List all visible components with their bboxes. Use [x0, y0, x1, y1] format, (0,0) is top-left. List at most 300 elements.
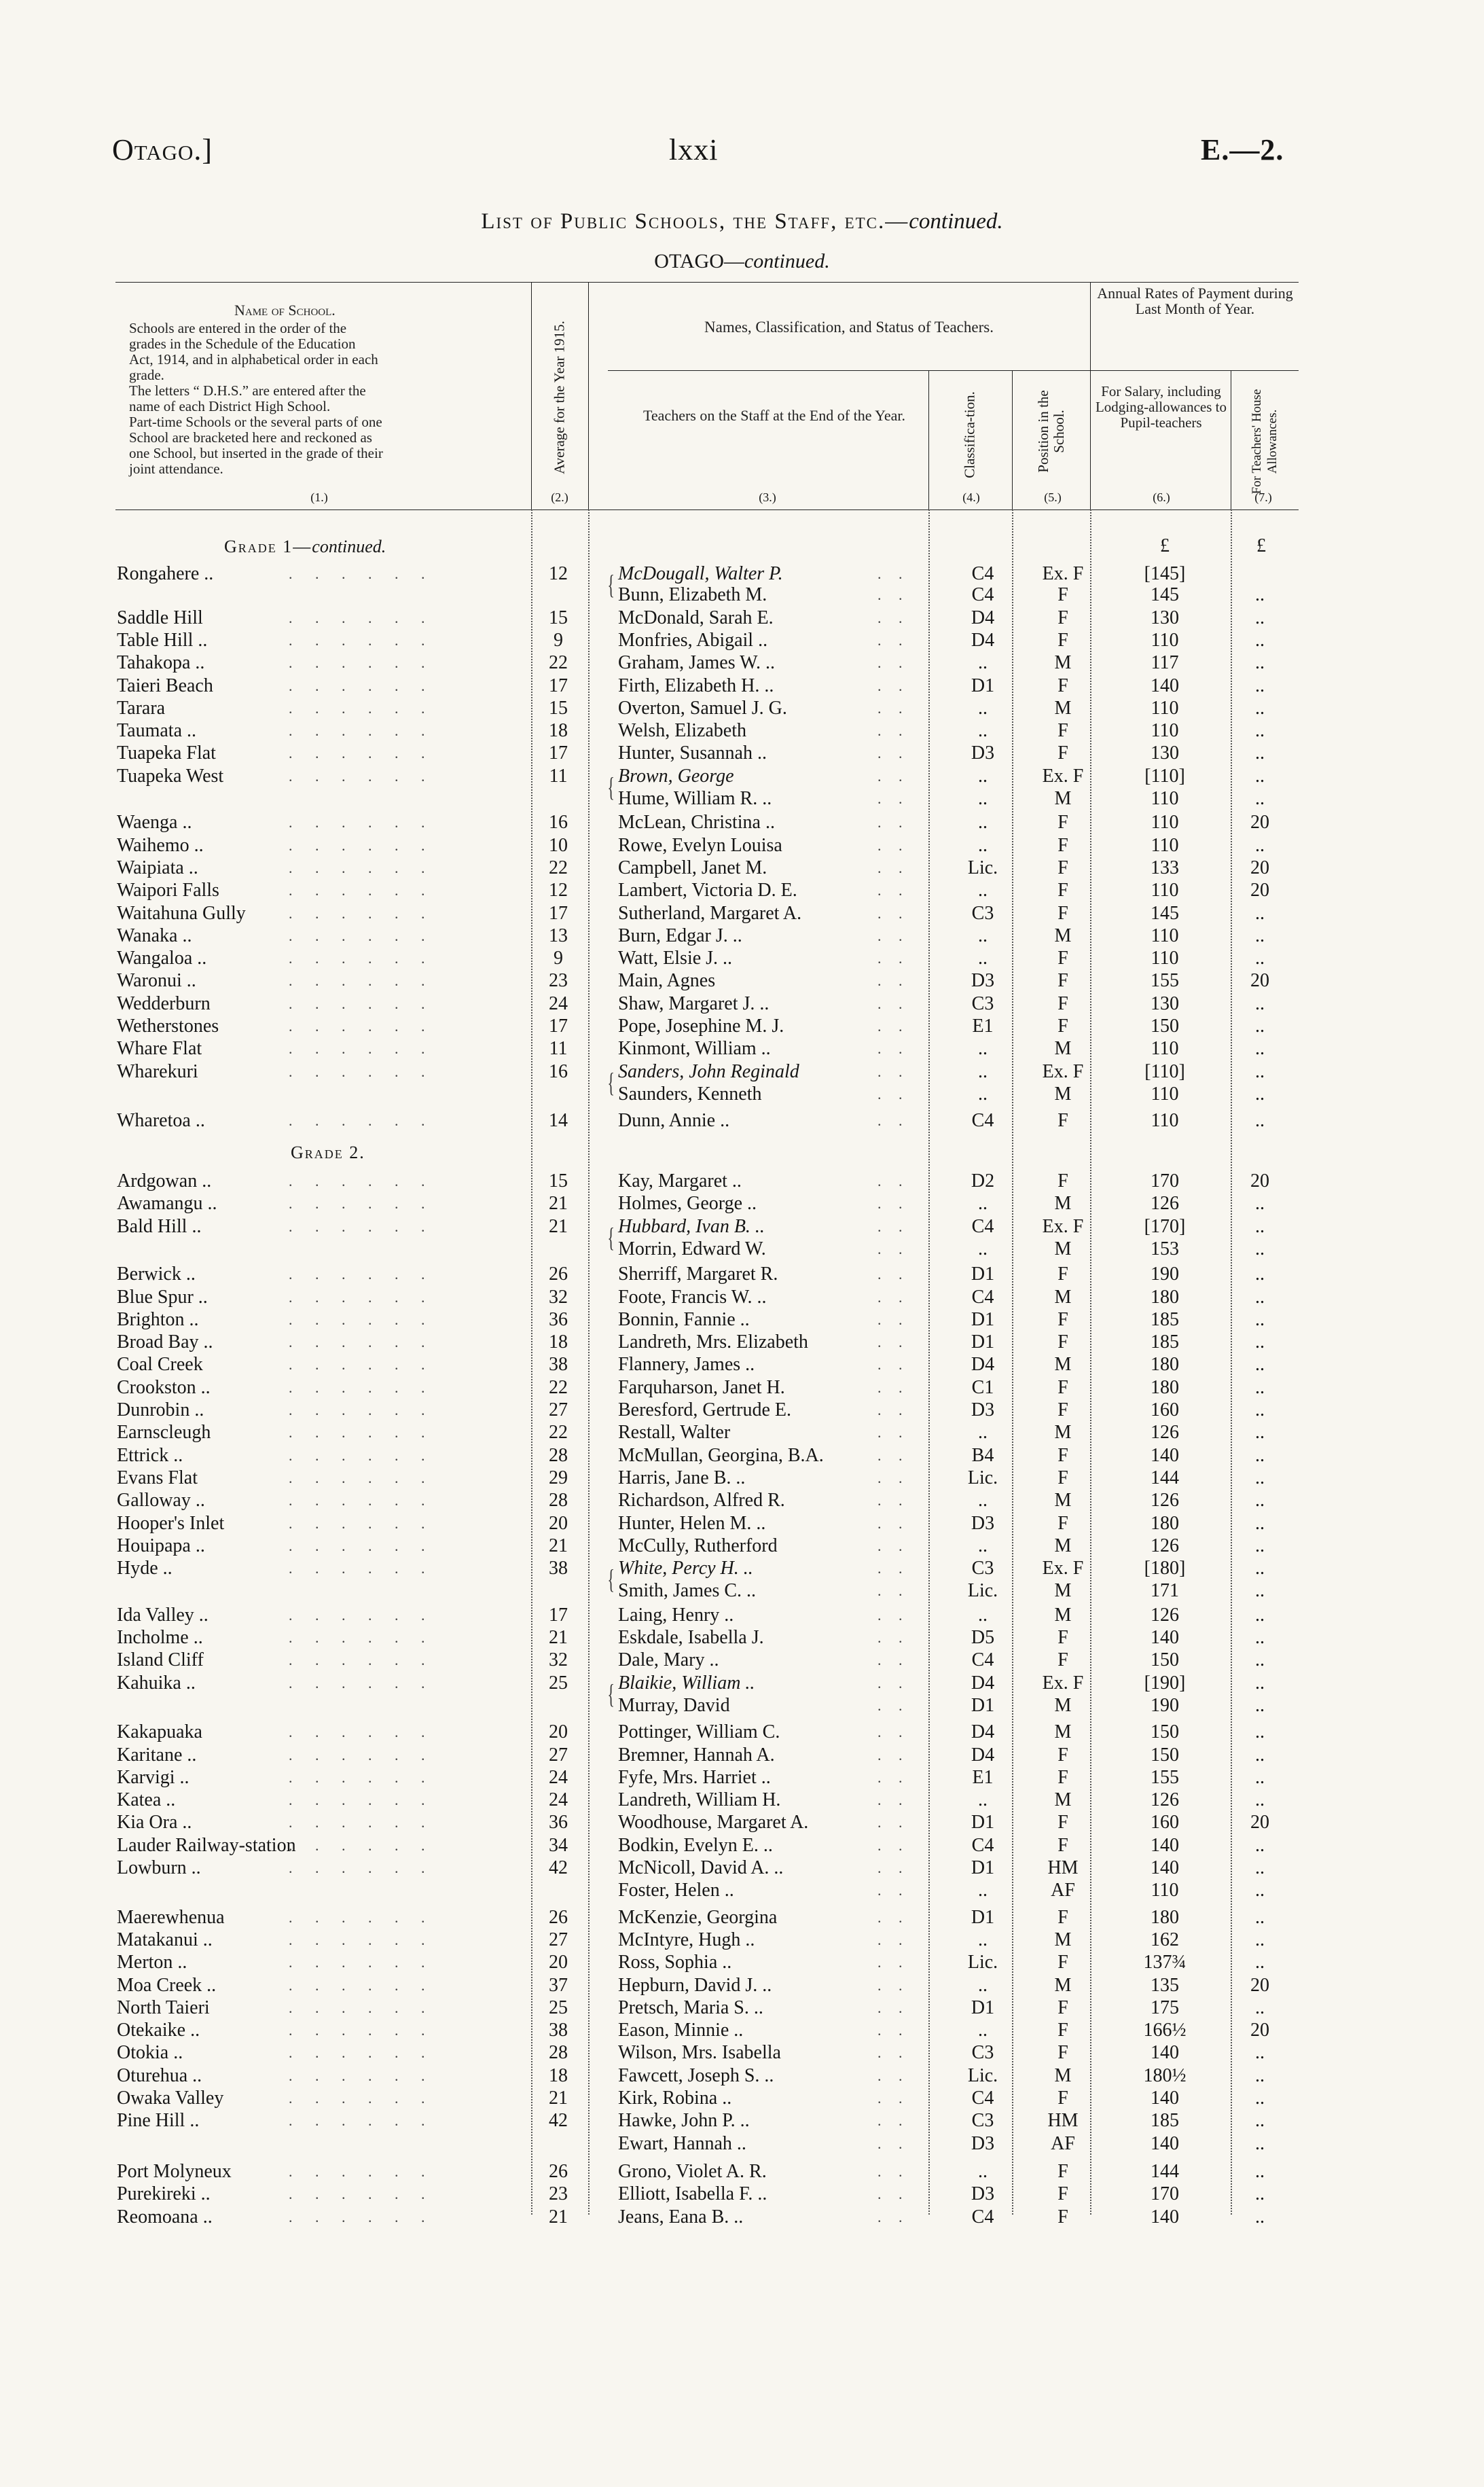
- table-row: [0, 1512, 1484, 1535]
- average-attendance: 17: [549, 1016, 568, 1037]
- position: M: [1054, 1193, 1072, 1215]
- average-attendance: 21: [549, 1215, 568, 1237]
- house-allowance: ..: [1255, 1331, 1265, 1353]
- bracket-icon: {: [607, 1221, 615, 1253]
- salary: 126: [1151, 1422, 1179, 1444]
- position-header: Position in the School.: [1035, 390, 1067, 473]
- table-row: [0, 2206, 1484, 2228]
- average-attendance: 11: [549, 765, 568, 787]
- classification: ..: [978, 1490, 988, 1511]
- teacher-name: Graham, James W. ..: [618, 652, 775, 674]
- salary: 155: [1151, 970, 1179, 992]
- leader-dots: . .: [877, 677, 909, 694]
- school-name: Waitahuna Gully: [117, 902, 246, 924]
- name-note-line: joint attendance.: [129, 461, 223, 477]
- teacher-name: Firth, Elizabeth H. ..: [618, 675, 774, 696]
- house-allowance: 20: [1250, 1812, 1269, 1833]
- teacher-name: McLean, Christina ..: [618, 812, 775, 834]
- house-allowance: ..: [1255, 1376, 1265, 1398]
- leader-dots: . .: [877, 745, 909, 762]
- salary: 133: [1151, 857, 1179, 878]
- leader-dots: . .: [877, 1240, 909, 1257]
- house-allowance: ..: [1255, 1110, 1265, 1132]
- house-allowance: ..: [1255, 1627, 1265, 1648]
- classification: D4: [971, 1721, 995, 1743]
- table-row: [0, 651, 1484, 674]
- position: F: [1057, 1016, 1068, 1037]
- school-name: Whare Flat: [117, 1038, 202, 1060]
- teacher-name: Holmes, George ..: [618, 1193, 757, 1215]
- leader-dots: . . . . . .: [289, 859, 435, 876]
- position: F: [1057, 1264, 1068, 1285]
- average-attendance: 17: [549, 675, 568, 696]
- school-name: Lowburn ..: [117, 1857, 201, 1878]
- leader-dots: . .: [877, 1018, 909, 1035]
- average-attendance: 37: [549, 1974, 568, 1996]
- teacher-name: McDonald, Sarah E.: [618, 607, 774, 628]
- position: M: [1054, 1422, 1072, 1444]
- name-note-line: name of each District High School.: [129, 398, 331, 414]
- leader-dots: . . . . . .: [289, 722, 435, 740]
- school-name: Kahuika ..: [117, 1672, 196, 1694]
- average-attendance: 38: [549, 2020, 568, 2041]
- leader-dots: . . . . . .: [289, 1195, 435, 1213]
- position: F: [1057, 1376, 1068, 1398]
- average-header: Average for the Year 1915.: [551, 321, 568, 474]
- position: F: [1057, 1952, 1068, 1973]
- salary: 110: [1151, 1880, 1179, 1901]
- position: F: [1057, 1649, 1068, 1671]
- house-allowance: ..: [1255, 788, 1265, 809]
- salary: [110]: [1144, 765, 1185, 787]
- leader-dots: . .: [877, 1768, 909, 1786]
- leader-dots: . .: [877, 1173, 909, 1189]
- leader-dots: . . . . . .: [289, 1976, 435, 1994]
- classification: ..: [978, 1422, 988, 1444]
- teacher-name: Dunn, Annie ..: [618, 1110, 730, 1132]
- house-allowance: ..: [1255, 675, 1265, 696]
- classification: ..: [978, 948, 988, 969]
- school-name: Moa Creek ..: [117, 1974, 217, 1996]
- teacher-name: Elliott, Isabella F. ..: [618, 2183, 767, 2205]
- table-row: [0, 2160, 1484, 2183]
- classification: ..: [978, 1929, 988, 1950]
- position: M: [1054, 1929, 1072, 1950]
- average-attendance: 20: [549, 1952, 568, 1973]
- school-name: Maerewhenua: [117, 1906, 225, 1928]
- position: M: [1054, 1038, 1072, 1060]
- house-allowance: 20: [1250, 1170, 1269, 1192]
- position: M: [1054, 1354, 1072, 1376]
- leader-dots: . . . . . .: [289, 1310, 435, 1328]
- table-row: [0, 1421, 1484, 1444]
- leader-dots: . . . . . .: [289, 1768, 435, 1786]
- teacher-name: Main, Agnes: [618, 970, 716, 992]
- teacher-name: Wilson, Mrs. Isabella: [618, 2042, 781, 2064]
- school-name: Lauder Railway-station: [117, 1834, 296, 1856]
- house-allowance: 20: [1250, 857, 1269, 878]
- classification: Lic.: [967, 1952, 998, 1973]
- col-number-2: (2.): [551, 490, 568, 504]
- salary: 144: [1151, 1467, 1179, 1488]
- leader-dots: . . . . . .: [289, 2044, 435, 2062]
- position: HM: [1047, 2110, 1079, 2132]
- house-allowance: ..: [1255, 1083, 1265, 1105]
- position: F: [1057, 1308, 1068, 1330]
- school-name: Tuapeka Flat: [117, 742, 216, 764]
- name-note-line: School are bracketed here and reckoned as: [129, 429, 372, 446]
- position: AF: [1051, 2132, 1075, 2154]
- classification-header: Classifica-tion.: [961, 391, 978, 478]
- teacher-name: Kay, Margaret ..: [618, 1170, 742, 1192]
- salary: 110: [1151, 925, 1179, 946]
- leader-dots: . . . . . .: [289, 2066, 435, 2084]
- leader-dots: . . . . . .: [289, 1217, 435, 1235]
- house-allowance: ..: [1255, 925, 1265, 946]
- house-allowance: ..: [1255, 2088, 1265, 2109]
- teacher-name: Hawke, John P. ..: [618, 2110, 750, 2132]
- classification: D1: [971, 1694, 995, 1716]
- salary: 171: [1151, 1580, 1179, 1602]
- leader-dots: . .: [877, 1401, 909, 1418]
- leader-dots: . .: [877, 722, 909, 740]
- school-name: Saddle Hill: [117, 607, 203, 628]
- classification: D4: [971, 629, 995, 651]
- classification: D3: [971, 1399, 995, 1420]
- name-note-line: The letters “ D.H.S.” are entered after the: [129, 382, 366, 399]
- teacher-name: Landreth, Mrs. Elizabeth: [618, 1331, 808, 1353]
- grade-1-continued: continued.: [312, 537, 386, 556]
- school-name: North Taieri: [117, 1997, 210, 2018]
- leader-dots: . . . . . .: [289, 1859, 435, 1876]
- leader-dots: . . . . . .: [289, 2090, 435, 2107]
- average-attendance: 15: [549, 697, 568, 719]
- table-row: [0, 902, 1484, 925]
- teacher-name: Ewart, Hannah ..: [618, 2132, 746, 2154]
- house-allowance: ..: [1255, 1535, 1265, 1556]
- school-name: Karitane ..: [117, 1744, 197, 1766]
- leader-dots: . . . . . .: [289, 2022, 435, 2039]
- classification: D1: [971, 1997, 995, 2018]
- house-allowance: ..: [1255, 1558, 1265, 1579]
- school-name: Matakanui ..: [117, 1929, 213, 1950]
- leader-dots: . .: [877, 2185, 909, 2203]
- leader-dots: . .: [877, 2208, 909, 2225]
- classification: C3: [971, 2042, 994, 2064]
- table-row: [0, 1015, 1484, 1037]
- classification: C3: [971, 902, 994, 924]
- leader-dots: . .: [877, 2162, 909, 2180]
- average-attendance: 12: [549, 563, 568, 584]
- teacher-name: Bremner, Hannah A.: [618, 1744, 775, 1766]
- table-row: [0, 1811, 1484, 1833]
- table-row: [0, 1857, 1484, 1879]
- house-allowance: ..: [1255, 992, 1265, 1014]
- house-allowance: ..: [1255, 1997, 1265, 2018]
- leader-dots: . .: [877, 950, 909, 967]
- classification: C3: [971, 2110, 994, 2132]
- average-attendance: 9: [554, 948, 563, 969]
- table-row: [0, 1879, 1484, 1901]
- classification: ..: [978, 2020, 988, 2041]
- leader-dots: . . . . . .: [289, 882, 435, 899]
- col-number-4: (4.): [962, 490, 980, 504]
- leader-dots: . . . . . .: [289, 1908, 435, 1926]
- position: M: [1054, 1083, 1072, 1105]
- salary: 185: [1151, 1331, 1179, 1353]
- classification: ..: [978, 720, 988, 742]
- average-attendance: 27: [549, 1744, 568, 1766]
- leader-dots: . .: [877, 1723, 909, 1741]
- leader-dots: . . . . . .: [289, 814, 435, 831]
- classification: C4: [971, 1834, 994, 1856]
- average-attendance: 12: [549, 880, 568, 901]
- table-row: [0, 1399, 1484, 1421]
- table-row: [0, 1766, 1484, 1789]
- table-row: [0, 1238, 1484, 1260]
- leader-dots: . . . . . .: [289, 1356, 435, 1374]
- table-row: [0, 1834, 1484, 1857]
- average-attendance: 15: [549, 607, 568, 628]
- leader-dots: . .: [877, 1356, 909, 1374]
- position: F: [1057, 880, 1068, 901]
- classification: D3: [971, 1512, 995, 1534]
- average-attendance: 26: [549, 1264, 568, 1285]
- school-name: Earnscleugh: [117, 1422, 211, 1444]
- house-allowance: ..: [1255, 1694, 1265, 1716]
- position: Ex. F: [1042, 1215, 1084, 1237]
- salary: 155: [1151, 1766, 1179, 1788]
- classification: C4: [971, 1649, 994, 1671]
- position: Ex. F: [1042, 1672, 1084, 1694]
- position: F: [1057, 834, 1068, 856]
- teacher-name: Bonnin, Fannie ..: [618, 1308, 750, 1330]
- table-row: [0, 1694, 1484, 1717]
- school-name: Otekaike ..: [117, 2020, 200, 2041]
- leader-dots: . .: [877, 1606, 909, 1624]
- average-attendance: 21: [549, 1627, 568, 1648]
- position: F: [1057, 675, 1068, 696]
- table-row: [0, 969, 1484, 992]
- salary-currency: £: [1160, 535, 1170, 556]
- salary: 117: [1151, 652, 1179, 674]
- classification: ..: [978, 834, 988, 856]
- house-allowance: 20: [1250, 812, 1269, 834]
- school-name: Taieri Beach: [117, 675, 213, 696]
- table-row: [0, 1789, 1484, 1811]
- average-attendance: 18: [549, 720, 568, 742]
- table-row: [0, 1467, 1484, 1489]
- table-row: [0, 629, 1484, 651]
- average-attendance: 11: [549, 1038, 568, 1060]
- leader-dots: . .: [877, 1582, 909, 1600]
- header-divider-1: [531, 282, 532, 509]
- average-attendance: 24: [549, 1789, 568, 1811]
- leader-dots: . .: [877, 1746, 909, 1764]
- school-name: Brighton ..: [117, 1308, 199, 1330]
- salary: 126: [1151, 1604, 1179, 1626]
- teacher-name: Hume, William R. ..: [618, 788, 772, 809]
- col-number-6: (6.): [1153, 490, 1170, 504]
- house-allowance: ..: [1255, 834, 1265, 856]
- school-name: Houipapa ..: [117, 1535, 205, 1556]
- salary: 140: [1151, 1834, 1179, 1856]
- leader-dots: . . . . . .: [289, 1999, 435, 2016]
- table-row: [0, 719, 1484, 742]
- teacher-name: Brown, George: [618, 765, 734, 787]
- average-attendance: 16: [549, 1060, 568, 1082]
- leader-dots: . . . . . .: [289, 631, 435, 649]
- house-allowance: ..: [1255, 1399, 1265, 1420]
- classification: D5: [971, 1627, 995, 1648]
- classification: D1: [971, 675, 995, 696]
- leader-dots: . .: [877, 1629, 909, 1646]
- house-allowance: 20: [1250, 1974, 1269, 1996]
- position: M: [1054, 1694, 1072, 1716]
- position: F: [1057, 857, 1068, 878]
- table-row: [0, 2109, 1484, 2132]
- average-attendance: 18: [549, 2064, 568, 2086]
- school-name: Waenga ..: [117, 812, 192, 834]
- table-row: [0, 925, 1484, 947]
- school-name: Tahakopa ..: [117, 652, 205, 674]
- leader-dots: . . . . . .: [289, 1112, 435, 1130]
- leader-dots: . . . . . .: [289, 2112, 435, 2130]
- house-allowance: ..: [1255, 742, 1265, 764]
- position: F: [1057, 992, 1068, 1014]
- leader-dots: . . . . . .: [289, 1814, 435, 1831]
- position: F: [1057, 1812, 1068, 1833]
- table-row: [0, 2041, 1484, 2064]
- name-note-line: Schools are entered in the order of the: [129, 320, 347, 336]
- position: HM: [1047, 1857, 1079, 1878]
- house-allowance: ..: [1255, 1580, 1265, 1602]
- salary: 135: [1151, 1974, 1179, 1996]
- header-divider-5: [1012, 370, 1013, 509]
- classification: D1: [971, 1308, 995, 1330]
- salary: 160: [1151, 1399, 1179, 1420]
- salary: 110: [1151, 834, 1179, 856]
- average-attendance: 24: [549, 992, 568, 1014]
- leader-dots: . . . . . .: [289, 677, 435, 694]
- position: F: [1057, 2206, 1068, 2227]
- leader-dots: . . . . . .: [289, 950, 435, 967]
- position: F: [1057, 2160, 1068, 2182]
- teacher-name: Eskdale, Isabella J.: [618, 1627, 764, 1648]
- header-divider-4: [928, 370, 929, 509]
- position: Ex. F: [1042, 563, 1084, 584]
- leader-dots: . . . . . .: [289, 1674, 435, 1692]
- leader-dots: . .: [877, 631, 909, 649]
- header-divider-3: [1090, 282, 1091, 509]
- leader-dots: . .: [877, 1836, 909, 1854]
- col-number-5: (5.): [1044, 490, 1062, 504]
- teacher-name: Shaw, Margaret J. ..: [618, 992, 770, 1014]
- house-allowance: ..: [1255, 1672, 1265, 1694]
- house-currency: £: [1256, 535, 1266, 556]
- position: F: [1057, 1766, 1068, 1788]
- position: F: [1057, 2088, 1068, 2109]
- leader-dots: . .: [877, 1195, 909, 1213]
- position: F: [1057, 607, 1068, 628]
- salary: 140: [1151, 2088, 1179, 2109]
- position: F: [1057, 720, 1068, 742]
- teacher-name: White, Percy H. ..: [618, 1558, 753, 1579]
- salary: 140: [1151, 1857, 1179, 1878]
- house-allowance: ..: [1255, 1490, 1265, 1511]
- school-name: Merton ..: [117, 1952, 187, 1973]
- salary: [180]: [1144, 1558, 1186, 1579]
- leader-dots: . . . . . .: [289, 1446, 435, 1464]
- teacher-name: Sanders, John Reginald: [618, 1060, 799, 1082]
- position: M: [1054, 1974, 1072, 1996]
- average-attendance: 24: [549, 1766, 568, 1788]
- house-allowance: ..: [1255, 1444, 1265, 1466]
- table-row: [0, 1376, 1484, 1399]
- leader-dots: . .: [877, 1514, 909, 1532]
- house-allowance: ..: [1255, 1604, 1265, 1626]
- school-name: Incholme ..: [117, 1627, 203, 1648]
- table-row: [0, 1721, 1484, 1743]
- average-attendance: 32: [549, 1649, 568, 1671]
- house-allowance: ..: [1255, 1857, 1265, 1878]
- position: F: [1057, 629, 1068, 651]
- leader-dots: . . . . . .: [289, 1401, 435, 1418]
- salary: 130: [1151, 607, 1179, 628]
- school-name: Otokia ..: [117, 2042, 183, 2064]
- salary: 162: [1151, 1929, 1179, 1950]
- leader-dots: . . . . . .: [289, 1560, 435, 1577]
- leader-dots: . .: [877, 654, 909, 672]
- position: Ex. F: [1042, 1060, 1084, 1082]
- salary: 140: [1151, 2042, 1179, 2064]
- teacher-name: Campbell, Janet M.: [618, 857, 767, 878]
- position: M: [1054, 697, 1072, 719]
- leader-dots: . . . . . .: [289, 1018, 435, 1035]
- leader-dots: . .: [877, 586, 909, 604]
- house-allowance: ..: [1255, 2183, 1265, 2205]
- classification: D1: [971, 1857, 995, 1878]
- average-attendance: 17: [549, 902, 568, 924]
- leader-dots: . . . . . .: [289, 927, 435, 944]
- house-allowance: ..: [1255, 948, 1265, 969]
- leader-dots: . .: [877, 2090, 909, 2107]
- house-allowance: ..: [1255, 2064, 1265, 2086]
- average-attendance: 42: [549, 1857, 568, 1878]
- classification: C4: [971, 1286, 994, 1308]
- leader-dots: . .: [877, 609, 909, 626]
- leader-dots: . . . . . .: [289, 995, 435, 1012]
- salary: 185: [1151, 2110, 1179, 2132]
- teacher-name: Hepburn, David J. ..: [618, 1974, 772, 1996]
- leader-dots: . .: [877, 1954, 909, 1971]
- title-main: List of Public Schools, the Staff, etc.—: [481, 209, 909, 234]
- position: M: [1054, 788, 1072, 809]
- teacher-name: Overton, Samuel J. G.: [618, 697, 787, 719]
- school-name: Evans Flat: [117, 1467, 198, 1488]
- salary: 185: [1151, 1308, 1179, 1330]
- table-row: [0, 2183, 1484, 2205]
- position: F: [1057, 1444, 1068, 1466]
- leader-dots: . . . . . .: [289, 1791, 435, 1809]
- table-row: [0, 1997, 1484, 2019]
- house-allowance: ..: [1255, 2160, 1265, 2182]
- salary: 166½: [1143, 2020, 1187, 2041]
- table-row: [0, 742, 1484, 764]
- table-row: [0, 1929, 1484, 1951]
- teacher-name: Lambert, Victoria D. E.: [618, 880, 797, 901]
- school-name: Coal Creek: [117, 1354, 203, 1376]
